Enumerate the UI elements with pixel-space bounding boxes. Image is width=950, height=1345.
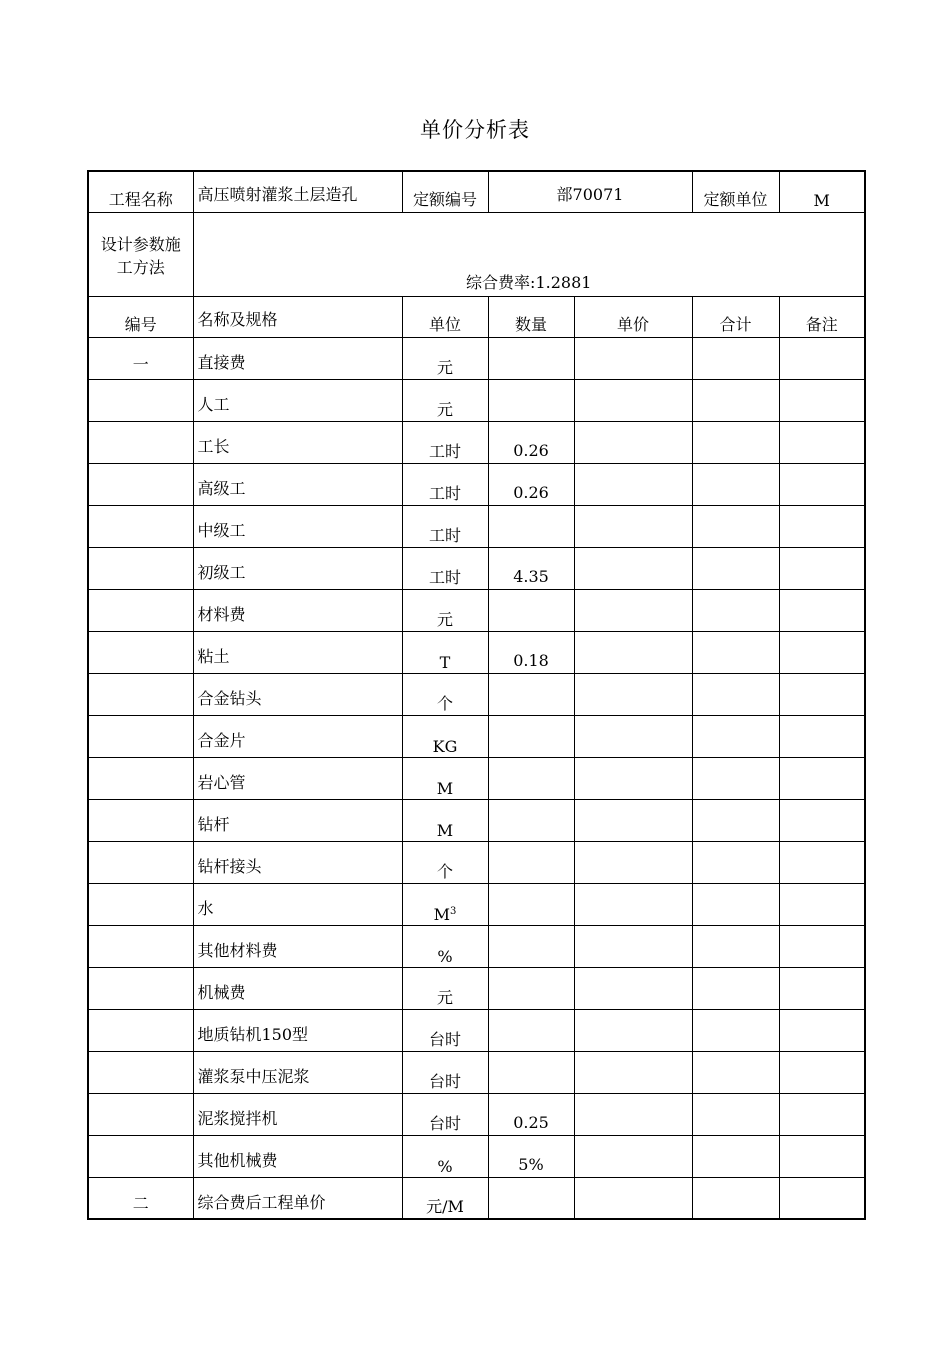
row-name: 材料费 bbox=[193, 589, 402, 631]
row-note bbox=[779, 589, 865, 631]
row-qty bbox=[488, 757, 574, 799]
row-total bbox=[692, 1177, 779, 1219]
row-note bbox=[779, 1177, 865, 1219]
table-row bbox=[88, 589, 865, 631]
row-price bbox=[574, 967, 692, 1009]
row-total bbox=[692, 673, 779, 715]
row-code bbox=[88, 1093, 193, 1135]
row-name: 其他材料费 bbox=[193, 925, 402, 967]
row-price bbox=[574, 1051, 692, 1093]
table-row bbox=[88, 1135, 865, 1177]
page-title: 单价分析表 bbox=[420, 118, 530, 142]
row-price bbox=[574, 715, 692, 757]
row-qty bbox=[488, 799, 574, 841]
row-total bbox=[692, 883, 779, 925]
row-code bbox=[88, 547, 193, 589]
table-row bbox=[88, 967, 865, 1009]
row-unit: 工时 bbox=[402, 505, 488, 547]
row-qty bbox=[488, 925, 574, 967]
row-qty bbox=[488, 589, 574, 631]
row-unit: T bbox=[402, 631, 488, 673]
row-qty: 5% bbox=[488, 1135, 574, 1177]
row-name: 合金钻头 bbox=[193, 673, 402, 715]
row-price bbox=[574, 1135, 692, 1177]
row-note bbox=[779, 1051, 865, 1093]
row-code bbox=[88, 799, 193, 841]
row-unit: 个 bbox=[402, 841, 488, 883]
col-name: 名称及规格 bbox=[193, 296, 402, 337]
row-note bbox=[779, 967, 865, 1009]
row-total bbox=[692, 757, 779, 799]
row-note bbox=[779, 757, 865, 799]
row-unit: % bbox=[402, 925, 488, 967]
row-name: 泥浆搅拌机 bbox=[193, 1093, 402, 1135]
row-price bbox=[574, 757, 692, 799]
table-row bbox=[88, 421, 865, 463]
row-note bbox=[779, 715, 865, 757]
col-qty: 数量 bbox=[488, 296, 574, 337]
row-note bbox=[779, 547, 865, 589]
row-name: 直接费 bbox=[193, 337, 402, 379]
row-unit: 台时 bbox=[402, 1093, 488, 1135]
row-note bbox=[779, 1093, 865, 1135]
row-code bbox=[88, 1009, 193, 1051]
unit-price-table bbox=[87, 170, 866, 1220]
row-note bbox=[779, 925, 865, 967]
row-qty bbox=[488, 1177, 574, 1219]
row-name: 人工 bbox=[193, 379, 402, 421]
col-total: 合计 bbox=[692, 296, 779, 337]
row-total bbox=[692, 841, 779, 883]
table-row bbox=[88, 1177, 865, 1219]
row-total bbox=[692, 631, 779, 673]
table-row bbox=[88, 715, 865, 757]
row-total bbox=[692, 925, 779, 967]
table-row bbox=[88, 841, 865, 883]
row-price bbox=[574, 463, 692, 505]
row-unit: 工时 bbox=[402, 463, 488, 505]
project-name-value: 高压喷射灌浆土层造孔 bbox=[193, 171, 402, 212]
row-name: 钻杆接头 bbox=[193, 841, 402, 883]
row-note bbox=[779, 631, 865, 673]
row-price bbox=[574, 589, 692, 631]
row-total bbox=[692, 1051, 779, 1093]
row-price bbox=[574, 505, 692, 547]
row-code bbox=[88, 1135, 193, 1177]
row-total bbox=[692, 1093, 779, 1135]
row-code bbox=[88, 841, 193, 883]
row-note bbox=[779, 673, 865, 715]
table-row bbox=[88, 1051, 865, 1093]
table-row bbox=[88, 505, 865, 547]
row-name: 初级工 bbox=[193, 547, 402, 589]
row-unit: 元 bbox=[402, 589, 488, 631]
row-qty bbox=[488, 715, 574, 757]
row-price bbox=[574, 547, 692, 589]
row-name: 地质钻机150型 bbox=[193, 1009, 402, 1051]
row-name: 高级工 bbox=[193, 463, 402, 505]
row-price bbox=[574, 925, 692, 967]
row-code bbox=[88, 1051, 193, 1093]
row-price bbox=[574, 337, 692, 379]
row-price bbox=[574, 673, 692, 715]
row-note bbox=[779, 1135, 865, 1177]
row-unit-text: M bbox=[433, 904, 450, 924]
table-row bbox=[88, 631, 865, 673]
row-code bbox=[88, 715, 193, 757]
row-unit: M bbox=[402, 799, 488, 841]
row-price bbox=[574, 841, 692, 883]
row-unit: % bbox=[402, 1135, 488, 1177]
row-name: 水 bbox=[193, 883, 402, 925]
row-code bbox=[88, 757, 193, 799]
row-note bbox=[779, 883, 865, 925]
row-qty: 0.26 bbox=[488, 463, 574, 505]
table-row bbox=[88, 925, 865, 967]
row-price bbox=[574, 799, 692, 841]
row-name: 其他机械费 bbox=[193, 1135, 402, 1177]
row-code bbox=[88, 421, 193, 463]
table-row bbox=[88, 673, 865, 715]
row-qty bbox=[488, 505, 574, 547]
row-total bbox=[692, 589, 779, 631]
row-total bbox=[692, 547, 779, 589]
row-note bbox=[779, 841, 865, 883]
table-row bbox=[88, 379, 865, 421]
row-note bbox=[779, 379, 865, 421]
row-total bbox=[692, 505, 779, 547]
row-price bbox=[574, 1177, 692, 1219]
row-unit: 元 bbox=[402, 967, 488, 1009]
row-qty bbox=[488, 883, 574, 925]
row-qty: 4.35 bbox=[488, 547, 574, 589]
row-code: 一 bbox=[88, 337, 193, 379]
table-row bbox=[88, 1009, 865, 1051]
row-qty bbox=[488, 673, 574, 715]
row-code: 二 bbox=[88, 1177, 193, 1219]
row-price bbox=[574, 1009, 692, 1051]
row-code bbox=[88, 631, 193, 673]
row-unit: M bbox=[402, 757, 488, 799]
header-row bbox=[88, 171, 865, 212]
table-row bbox=[88, 337, 865, 379]
row-code bbox=[88, 463, 193, 505]
row-name: 机械费 bbox=[193, 967, 402, 1009]
col-note: 备注 bbox=[779, 296, 865, 337]
row-qty bbox=[488, 379, 574, 421]
row-total bbox=[692, 421, 779, 463]
quota-unit-value: M bbox=[779, 171, 865, 212]
table-row bbox=[88, 547, 865, 589]
row-unit: 工时 bbox=[402, 547, 488, 589]
row-unit: 元/M bbox=[402, 1177, 488, 1219]
design-row bbox=[88, 212, 865, 296]
row-total bbox=[692, 463, 779, 505]
row-qty: 0.18 bbox=[488, 631, 574, 673]
row-name: 岩心管 bbox=[193, 757, 402, 799]
design-label: 设计参数施工方法 bbox=[88, 212, 193, 296]
row-total bbox=[692, 1135, 779, 1177]
fee-rate: 综合费率:1.2881 bbox=[193, 212, 865, 296]
col-price: 单价 bbox=[574, 296, 692, 337]
row-name: 灌浆泵中压泥浆 bbox=[193, 1051, 402, 1093]
row-total bbox=[692, 1009, 779, 1051]
row-name: 综合费后工程单价 bbox=[193, 1177, 402, 1219]
row-unit: 元 bbox=[402, 379, 488, 421]
row-qty bbox=[488, 337, 574, 379]
row-price bbox=[574, 883, 692, 925]
row-note bbox=[779, 505, 865, 547]
quota-no-value: 部70071 bbox=[488, 171, 692, 212]
row-code bbox=[88, 379, 193, 421]
row-qty bbox=[488, 841, 574, 883]
row-note bbox=[779, 463, 865, 505]
row-price bbox=[574, 631, 692, 673]
row-code bbox=[88, 673, 193, 715]
row-name: 工长 bbox=[193, 421, 402, 463]
row-price bbox=[574, 379, 692, 421]
row-code bbox=[88, 925, 193, 967]
row-total bbox=[692, 799, 779, 841]
row-unit-superscript: 3 bbox=[450, 905, 457, 917]
row-qty bbox=[488, 967, 574, 1009]
table-row bbox=[88, 883, 865, 925]
table-row bbox=[88, 757, 865, 799]
row-name: 粘土 bbox=[193, 631, 402, 673]
table-row bbox=[88, 799, 865, 841]
col-code: 编号 bbox=[88, 296, 193, 337]
quota-no-label: 定额编号 bbox=[402, 171, 488, 212]
row-code bbox=[88, 589, 193, 631]
row-total bbox=[692, 379, 779, 421]
row-name: 中级工 bbox=[193, 505, 402, 547]
row-code bbox=[88, 883, 193, 925]
row-qty bbox=[488, 1051, 574, 1093]
row-total bbox=[692, 337, 779, 379]
row-note bbox=[779, 337, 865, 379]
row-price bbox=[574, 421, 692, 463]
quota-unit-label: 定额单位 bbox=[692, 171, 779, 212]
row-unit: 台时 bbox=[402, 1009, 488, 1051]
row-unit: KG bbox=[402, 715, 488, 757]
row-note bbox=[779, 799, 865, 841]
table-row bbox=[88, 463, 865, 505]
column-header-row bbox=[88, 296, 865, 337]
row-qty: 0.26 bbox=[488, 421, 574, 463]
col-unit: 单位 bbox=[402, 296, 488, 337]
row-code bbox=[88, 505, 193, 547]
row-total bbox=[692, 715, 779, 757]
row-note bbox=[779, 421, 865, 463]
row-name: 钻杆 bbox=[193, 799, 402, 841]
row-unit: 个 bbox=[402, 673, 488, 715]
row-note bbox=[779, 1009, 865, 1051]
row-unit: 台时 bbox=[402, 1051, 488, 1093]
row-total bbox=[692, 967, 779, 1009]
row-price bbox=[574, 1093, 692, 1135]
row-unit bbox=[402, 883, 488, 925]
row-name: 合金片 bbox=[193, 715, 402, 757]
table-row bbox=[88, 1093, 865, 1135]
row-qty bbox=[488, 1009, 574, 1051]
project-name-label: 工程名称 bbox=[88, 171, 193, 212]
row-code bbox=[88, 967, 193, 1009]
row-qty: 0.25 bbox=[488, 1093, 574, 1135]
row-unit: 工时 bbox=[402, 421, 488, 463]
row-unit: 元 bbox=[402, 337, 488, 379]
